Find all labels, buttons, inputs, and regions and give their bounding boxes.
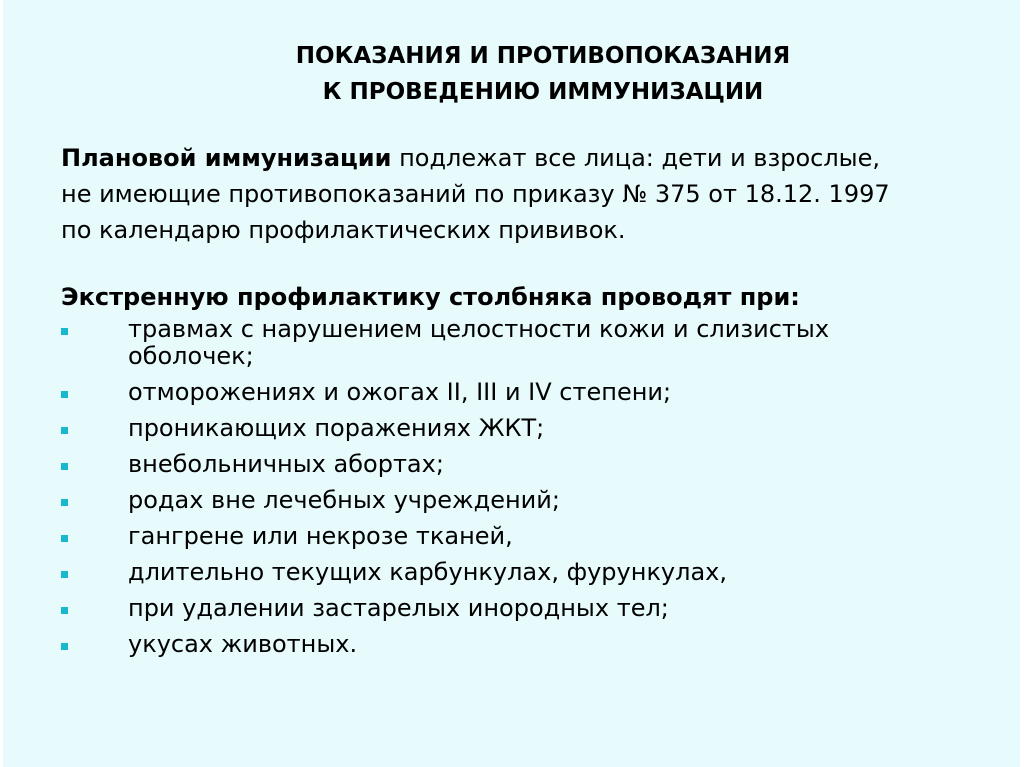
square-bullet-icon xyxy=(61,571,68,578)
slide xyxy=(3,0,1020,767)
list-item-text: длительно текущих карбункулах, фурункулах, xyxy=(128,558,728,586)
list-item-text: при удалении застарелых инородных тел; xyxy=(128,594,669,622)
list-item xyxy=(3,595,1003,622)
intro-line-3: по календарю профилактических прививок. xyxy=(61,216,626,244)
square-bullet-icon xyxy=(61,328,68,335)
emergency-heading: Экстренную профилактику столбняка проводят при: xyxy=(61,283,800,311)
list-item-text: внебольничных абортах; xyxy=(128,450,444,478)
square-bullet-icon xyxy=(61,391,68,398)
list-item xyxy=(3,379,1003,406)
list-item xyxy=(3,487,1003,514)
title-line-1: ПОКАЗАНИЯ И ПРОТИВОПОКАЗАНИЯ xyxy=(295,43,791,69)
list-item xyxy=(3,415,1003,442)
intro-line-1-rest: подлежат все лица: дети и взрослые, xyxy=(391,144,881,172)
list-item-text-line-1: травмах с нарушением целостности кожи и слизистых xyxy=(128,315,830,343)
list-item-text: проникающих поражениях ЖКТ; xyxy=(128,414,545,442)
square-bullet-icon xyxy=(61,607,68,614)
list-item xyxy=(3,523,1003,550)
title-line-2: К ПРОВЕДЕНИЮ ИММУНИЗАЦИИ xyxy=(322,79,764,105)
list-item-text: укусах животных. xyxy=(128,630,358,658)
list-item xyxy=(3,451,1003,478)
list-item-text: гангрене или некрозе тканей, xyxy=(128,522,513,550)
emergency-list xyxy=(3,316,1003,667)
square-bullet-icon xyxy=(61,643,68,650)
intro-line-2: не имеющие противопоказаний по приказу № 375 от 18.12. 1997 xyxy=(61,180,890,208)
square-bullet-icon xyxy=(61,499,68,506)
square-bullet-icon xyxy=(61,535,68,542)
list-item-text: отморожениях и ожогах II, III и IV степени; xyxy=(128,378,672,406)
list-item xyxy=(3,631,1003,658)
list-item xyxy=(3,559,1003,586)
list-item-text: родах вне лечебных учреждений; xyxy=(128,486,560,514)
list-item-text-line-2: оболочек; xyxy=(128,342,254,370)
intro-line-1 xyxy=(61,140,981,176)
list-item xyxy=(3,316,1003,370)
intro-paragraph xyxy=(61,140,981,248)
square-bullet-icon xyxy=(61,463,68,470)
intro-bold-term: Плановой иммунизации xyxy=(61,144,392,172)
square-bullet-icon xyxy=(61,427,68,434)
